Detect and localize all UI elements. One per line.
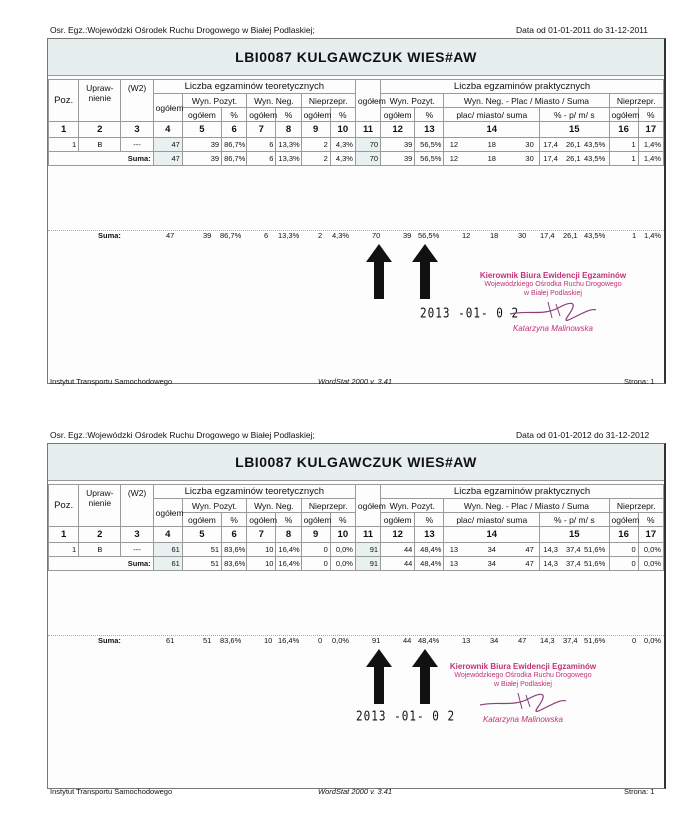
table-row (49, 543, 664, 557)
col-number: 12 (381, 122, 415, 138)
val-m: 26,1 (565, 140, 581, 149)
nieprzepr-header: Nieprzepr. (301, 94, 355, 108)
col-number: 8 (276, 122, 301, 138)
grand-total-cell: 16,4% (278, 636, 300, 645)
sub-ogolem: ogółem (182, 108, 221, 122)
grand-total-row (48, 230, 664, 243)
cell-prakt-nie-pct: 1,4% (638, 138, 663, 152)
cell-w2: --- (121, 543, 153, 557)
sub-ogolem: ogółem (609, 513, 638, 527)
cell-prakt-total: 91 (355, 543, 380, 557)
grand-total-cell: 26,1 (563, 231, 578, 240)
sum-cell: 51 (182, 557, 221, 571)
sub-ogolem: ogółem (381, 108, 415, 122)
val-p: 17,4 (543, 140, 558, 149)
sum-cell-pms (540, 557, 609, 571)
report-header (0, 22, 700, 36)
col-number: 7 (247, 122, 276, 138)
sum-cell: 91 (355, 557, 380, 571)
val-s: 51,6% (584, 559, 606, 568)
sub-ogolem: ogółem (301, 513, 330, 527)
col-number: 14 (444, 122, 540, 138)
grand-total-cell: 70 (372, 231, 381, 240)
stamp-line1: Kierownik Biura Ewidencji Egzaminów (479, 271, 627, 280)
grand-total-cell: 86,7% (220, 231, 242, 240)
footer-software: WordStat 2000 v. 3.41 (318, 377, 393, 386)
val-miasto: 34 (487, 559, 496, 568)
grand-total-cell: 56,5% (418, 231, 440, 240)
exam-center-name: Osr. Egz.:Wojewódzki Ośrodek Ruchu Drogowego w Białej Podlaskiej; (50, 430, 315, 440)
sum-cell: 83,6% (222, 557, 247, 571)
col-number: 2 (79, 122, 121, 138)
sum-cell: 4,3% (330, 152, 355, 166)
grand-total-cell: 48,4% (418, 636, 440, 645)
prakt-nieprzepr-header: Nieprzepr. (609, 94, 664, 108)
val-p: 14,3 (543, 545, 558, 554)
sub-ogolem: ogółem (301, 108, 330, 122)
sub-ogolem: ogółem (247, 108, 276, 122)
col-number: 17 (638, 527, 663, 543)
examiner-title: LBI0087 KULGAWCZUK WIES#AW (235, 454, 477, 470)
grand-total-cell: 12 (462, 231, 471, 240)
col-poz-header: Poz. (49, 485, 79, 527)
sum-cell: 6 (247, 152, 276, 166)
col-number: 10 (330, 122, 355, 138)
col-w2-header: (W2) (121, 80, 153, 122)
col-4-ogolem-header: ogółem (153, 499, 182, 527)
approval-stamp (468, 271, 638, 333)
sum-cell: 61 (153, 557, 182, 571)
sum-cell: 47 (153, 152, 182, 166)
grand-total-row (48, 635, 664, 648)
grand-total-cell: 0 (632, 636, 637, 645)
theory-exams-header: Liczba egzaminów teoretycznych (153, 485, 355, 499)
cell-plac-miasto-suma (444, 543, 540, 557)
signature-icon (508, 298, 598, 320)
col-number: 11 (355, 527, 380, 543)
col-number: 6 (222, 527, 247, 543)
date-stamp: 2013 -01- 0 2 (420, 305, 520, 322)
col-number: 16 (609, 122, 638, 138)
col-4-ogolem-header: ogółem (153, 94, 182, 122)
cell-theory-neg-pct: 16,4% (276, 543, 301, 557)
grand-total-cell: 30 (518, 231, 527, 240)
val-miasto: 18 (487, 140, 496, 149)
cell-theory-pos: 51 (182, 543, 221, 557)
sub-pct: % (222, 108, 247, 122)
cell-prakt-nie-pct: 0,0% (638, 543, 663, 557)
stamp-name: Katarzyna Malinowska (482, 715, 564, 724)
col-number: 6 (222, 122, 247, 138)
cell-w2: --- (121, 138, 153, 152)
sum-cell: 39 (182, 152, 221, 166)
footer-institute: Instytut Transportu Samochodowego (50, 377, 173, 386)
col-number: 14 (444, 527, 540, 543)
footer-software: WordStat 2000 v. 3.41 (318, 787, 393, 796)
cell-prakt-pos: 39 (381, 138, 415, 152)
sum-cell: 2 (301, 152, 330, 166)
cell-prakt-pos-pct: 56,5% (415, 138, 444, 152)
grand-total-cell: 4,3% (332, 231, 350, 240)
col-number: 9 (301, 122, 330, 138)
col-11-ogolem-header: ogółem (355, 485, 380, 527)
sum-cell: 1,4% (638, 152, 663, 166)
col-number: 4 (153, 527, 182, 543)
col-number: 16 (609, 527, 638, 543)
val-plac: 13 (449, 559, 459, 568)
cell-theory-nie-pct: 0,0% (330, 543, 355, 557)
col-number: 12 (381, 527, 415, 543)
grand-total-cell: 13,3% (278, 231, 300, 240)
wyn-poz-header: Wyn. Pozyt. (182, 94, 246, 108)
val-suma: 47 (525, 559, 534, 568)
val-s: 51,6% (584, 545, 606, 554)
sum-label: Suma: (49, 557, 154, 571)
cell-theory-neg: 10 (247, 543, 276, 557)
stamp-line2: Wojewódzkiego Ośrodka Ruchu Drogowego (484, 281, 622, 288)
sub-pct: % (330, 513, 355, 527)
grand-total-cell: 13 (462, 636, 471, 645)
sum-cell: 0 (609, 557, 638, 571)
wyn-neg-header: Wyn. Neg. (247, 499, 301, 513)
grand-total-cell: 43,5% (584, 231, 606, 240)
sub-pct: % (330, 108, 355, 122)
cell-plac-miasto-suma (444, 138, 540, 152)
col-number: 13 (415, 122, 444, 138)
col-number: 11 (355, 122, 380, 138)
cell-category: B (79, 543, 121, 557)
sum-cell-pms (540, 152, 609, 166)
footer-page: Strona: 1 (624, 787, 655, 796)
col-uprawnienie-header: Upraw- nienie (79, 80, 121, 122)
sub-pct: % (638, 108, 663, 122)
cell-prakt-nie: 0 (609, 543, 638, 557)
date-stamp: 2013 -01- 0 2 (356, 708, 456, 725)
stamp-line1: Kierownik Biura Ewidencji Egzaminów (449, 662, 597, 671)
col-number: 3 (121, 122, 153, 138)
val-s: 43,5% (584, 154, 606, 163)
col-number: 15 (540, 122, 609, 138)
stamp-line2: Wojewódzkiego Ośrodka Ruchu Drogowego (454, 672, 592, 679)
grand-total-cell: 1 (632, 231, 637, 240)
table-row-sum (49, 152, 664, 166)
wyn-neg-header: Wyn. Neg. (247, 94, 301, 108)
col-number: 8 (276, 527, 301, 543)
theory-exams-header: Liczba egzaminów teoretycznych (153, 80, 355, 94)
grand-total-cell: 83,6% (220, 636, 242, 645)
sub-ogolem: ogółem (609, 108, 638, 122)
grand-total-cell: 37,4 (563, 636, 578, 645)
col-number: 9 (301, 527, 330, 543)
val-plac: 12 (449, 140, 459, 149)
sum-cell: 0,0% (638, 557, 663, 571)
col-number: 1 (49, 122, 79, 138)
grand-total-cell: 14,3 (540, 636, 555, 645)
sum-cell: 70 (355, 152, 380, 166)
val-suma: 30 (525, 154, 534, 163)
date-range: Data od 01-01-2012 do 31-12-2012 (516, 430, 650, 440)
prakt-wyn-poz-header: Wyn. Pozyt. (381, 94, 444, 108)
wyn-neg-plac-header: Wyn. Neg. - Plac / Miasto / Suma (444, 499, 609, 513)
date-range: Data od 01-01-2011 do 31-12-2011 (516, 25, 649, 35)
arrow-up-icon (412, 244, 438, 299)
cell-theory-nie: 2 (301, 138, 330, 152)
sum-cell: 39 (381, 152, 415, 166)
col-number: 7 (247, 527, 276, 543)
arrow-up-icon (366, 649, 392, 704)
sub-pct: % (415, 513, 444, 527)
cell-theory-pos-pct: 86,7% (222, 138, 247, 152)
report-frame (47, 443, 666, 789)
cell-prakt-nie: 1 (609, 138, 638, 152)
val-plac: 12 (449, 154, 459, 163)
val-s: 43,5% (584, 140, 606, 149)
grand-total-cell: 18 (490, 231, 499, 240)
val-miasto: 34 (487, 545, 496, 554)
stamp-line3: w Białej Podlaskiej (524, 290, 582, 297)
sub-pct: % (638, 513, 663, 527)
grand-total-cell: 51,6% (584, 636, 606, 645)
grand-total-label: Suma: (98, 231, 121, 240)
cell-category: B (79, 138, 121, 152)
grand-total-cell: 39 (203, 231, 212, 240)
cell-theory-neg-pct: 13,3% (276, 138, 301, 152)
sum-cell: 0,0% (330, 557, 355, 571)
col-number: 5 (182, 527, 221, 543)
val-m: 37,4 (565, 545, 581, 554)
cell-prakt-pos-pct: 48,4% (415, 543, 444, 557)
cell-pms (540, 138, 609, 152)
val-suma: 47 (525, 545, 534, 554)
sub-pct: % (276, 513, 301, 527)
sum-cell-plac-miasto-suma (444, 557, 540, 571)
grand-total-cell: 6 (264, 231, 269, 240)
sum-label: Suma: (49, 152, 154, 166)
prakt-nieprzepr-header: Nieprzepr. (609, 499, 664, 513)
col-poz-header: Poz. (49, 80, 79, 122)
sub-plac-miasto: plac/ miasto/ suma (444, 108, 540, 122)
grand-total-cell: 17,4 (540, 231, 555, 240)
title-bar (48, 444, 664, 481)
grand-total-cell: 10 (264, 636, 273, 645)
sum-cell: 0 (301, 557, 330, 571)
stats-table (48, 484, 664, 571)
cell-poz: 1 (49, 543, 79, 557)
grand-total-cell: 0,0% (332, 636, 350, 645)
cell-theory-total: 61 (153, 543, 182, 557)
col-number: 2 (79, 527, 121, 543)
sum-cell: 13,3% (276, 152, 301, 166)
wyn-neg-plac-header: Wyn. Neg. - Plac / Miasto / Suma (444, 94, 609, 108)
cell-poz: 1 (49, 138, 79, 152)
sub-ogolem: ogółem (381, 513, 415, 527)
grand-total-cell: 2 (318, 231, 323, 240)
sub-pms: % - p/ m/ s (540, 108, 609, 122)
footer-page: Strona: 1 (624, 377, 655, 386)
prakt-wyn-poz-header: Wyn. Pozyt. (381, 499, 444, 513)
sum-cell: 16,4% (276, 557, 301, 571)
val-p: 17,4 (543, 154, 558, 163)
approval-stamp (438, 662, 608, 724)
grand-total-cell: 51 (203, 636, 212, 645)
footer-institute: Instytut Transportu Samochodowego (50, 787, 173, 796)
sum-cell-plac-miasto-suma (444, 152, 540, 166)
report-frame (47, 38, 666, 384)
wyn-poz-header: Wyn. Pozyt. (182, 499, 246, 513)
grand-total-cell: 0 (318, 636, 323, 645)
col-number: 1 (49, 527, 79, 543)
col-number: 10 (330, 527, 355, 543)
sub-plac-miasto: plac/ miasto/ suma (444, 513, 540, 527)
val-miasto: 18 (487, 154, 496, 163)
arrow-up-icon (412, 649, 438, 704)
sub-pms: % - p/ m/ s (540, 513, 609, 527)
sub-ogolem: ogółem (182, 513, 221, 527)
cell-theory-nie: 0 (301, 543, 330, 557)
stamp-name: Katarzyna Malinowska (512, 324, 594, 333)
table-row (49, 138, 664, 152)
sum-cell: 86,7% (222, 152, 247, 166)
grand-total-cell: 44 (403, 636, 412, 645)
title-bar (48, 39, 664, 76)
cell-pms (540, 543, 609, 557)
sub-pct: % (222, 513, 247, 527)
col-11-ogolem-header: ogółem (355, 80, 380, 122)
cell-theory-neg: 6 (247, 138, 276, 152)
table-row-sum (49, 557, 664, 571)
sum-cell: 44 (381, 557, 415, 571)
sub-ogolem: ogółem (247, 513, 276, 527)
col-w2-header: (W2) (121, 485, 153, 527)
stamp-line3: w Białej Podlaskiej (494, 681, 552, 688)
exam-center-name: Osr. Egz.:Wojewódzki Ośrodek Ruchu Drogowego w Białej Podlaskiej; (50, 25, 315, 35)
cell-theory-pos-pct: 83,6% (222, 543, 247, 557)
cell-prakt-total: 70 (355, 138, 380, 152)
sum-cell: 56,5% (415, 152, 444, 166)
sub-pct: % (276, 108, 301, 122)
val-plac: 13 (449, 545, 459, 554)
signature-icon (478, 689, 568, 711)
stats-table (48, 79, 664, 166)
grand-total-cell: 91 (372, 636, 381, 645)
cell-theory-pos: 39 (182, 138, 221, 152)
cell-theory-total: 47 (153, 138, 182, 152)
grand-total-cell: 47 (518, 636, 527, 645)
practical-exams-header: Liczba egzaminów praktycznych (381, 80, 664, 94)
report-header (0, 427, 700, 441)
val-m: 37,4 (565, 559, 581, 568)
cell-prakt-pos: 44 (381, 543, 415, 557)
nieprzepr-header: Nieprzepr. (301, 499, 355, 513)
grand-total-cell: 34 (490, 636, 499, 645)
examiner-title: LBI0087 KULGAWCZUK WIES#AW (235, 49, 477, 65)
grand-total-cell: 0,0% (644, 636, 662, 645)
grand-total-cell: 61 (166, 636, 175, 645)
col-number: 15 (540, 527, 609, 543)
grand-total-cell: 39 (403, 231, 412, 240)
val-m: 26,1 (565, 154, 581, 163)
cell-theory-nie-pct: 4,3% (330, 138, 355, 152)
col-number: 4 (153, 122, 182, 138)
grand-total-cell: 1,4% (644, 231, 662, 240)
sum-cell: 48,4% (415, 557, 444, 571)
grand-total-cell: 47 (166, 231, 175, 240)
practical-exams-header: Liczba egzaminów praktycznych (381, 485, 664, 499)
sum-cell: 10 (247, 557, 276, 571)
col-number: 5 (182, 122, 221, 138)
sub-pct: % (415, 108, 444, 122)
val-suma: 30 (525, 140, 534, 149)
grand-total-label: Suma: (98, 636, 121, 645)
col-number: 17 (638, 122, 663, 138)
val-p: 14,3 (543, 559, 558, 568)
col-number: 13 (415, 527, 444, 543)
arrow-up-icon (366, 244, 392, 299)
col-number: 3 (121, 527, 153, 543)
col-uprawnienie-header: Upraw- nienie (79, 485, 121, 527)
sum-cell: 1 (609, 152, 638, 166)
